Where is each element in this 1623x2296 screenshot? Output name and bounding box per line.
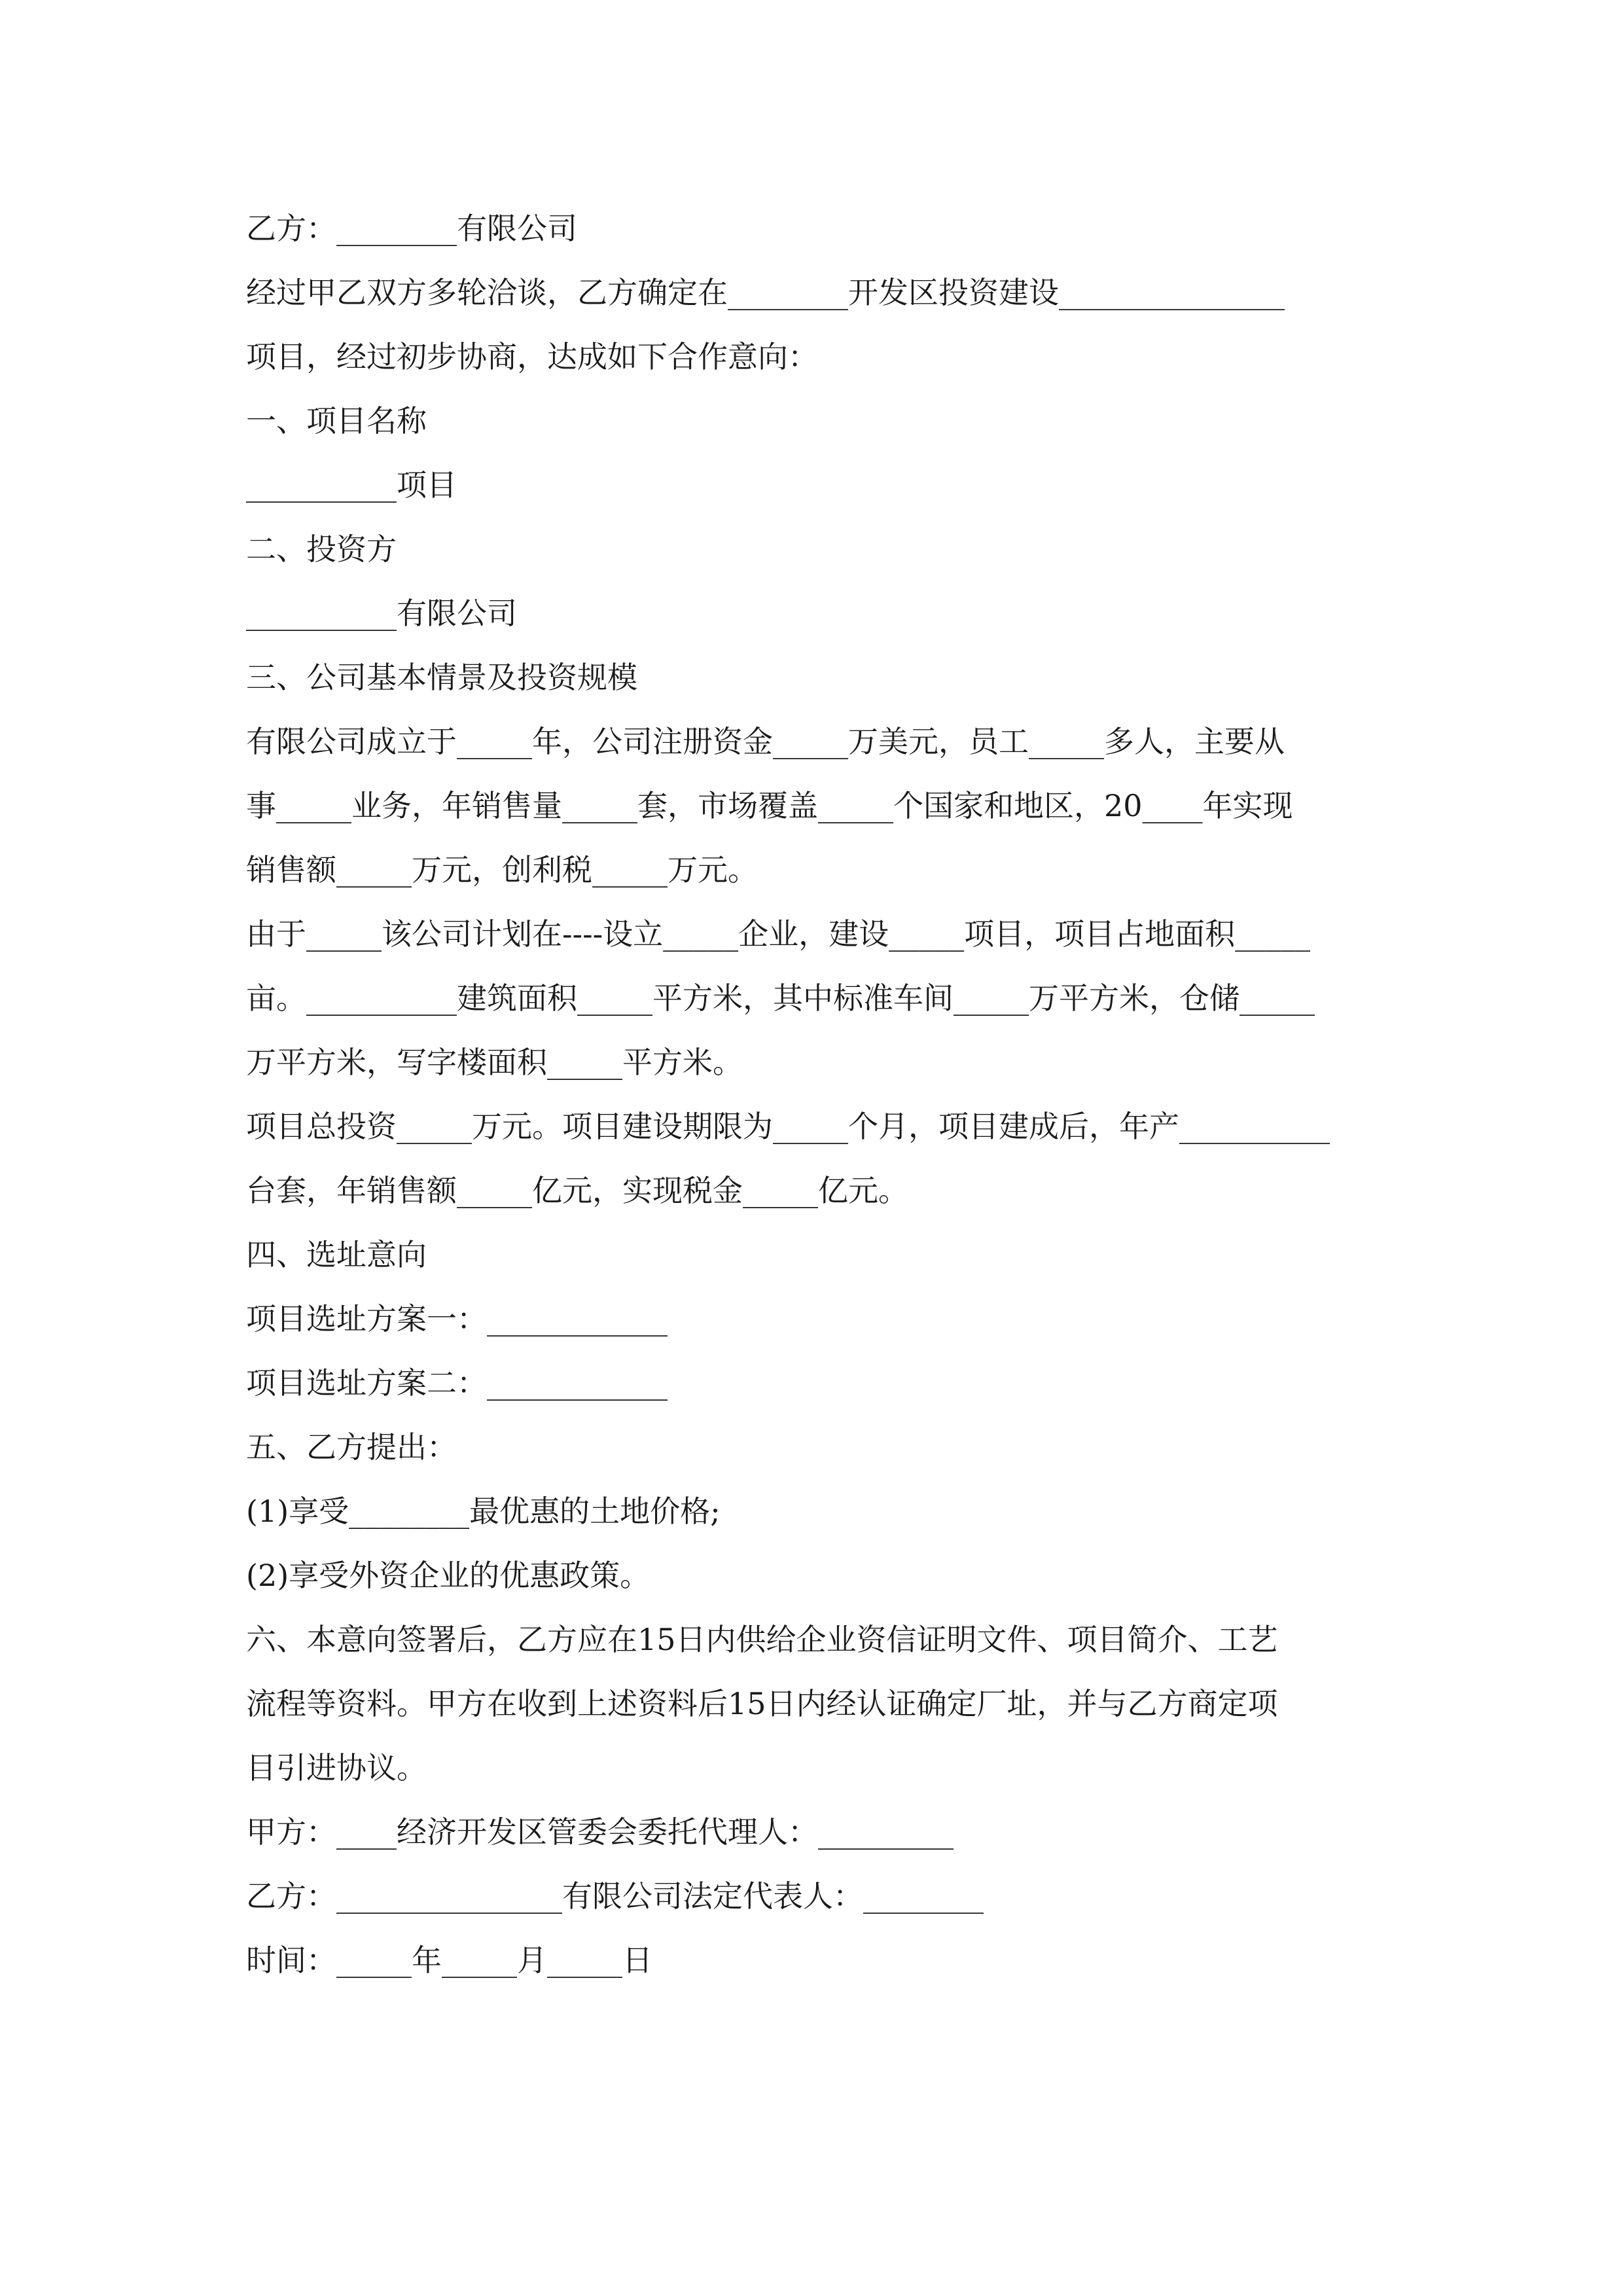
company-info-line-1: 有限公司成立于_____年，公司注册资金_____万美元，员工_____多人，主要从 <box>246 724 1285 759</box>
company-info-line-2: 事_____业务，年销售量_____套，市场覆盖_____个国家和地区，20____年实现 <box>246 788 1293 823</box>
investment-line-2: 台套，年销售额_____亿元，实现税金_____亿元。 <box>246 1173 908 1208</box>
request-item-1: (1)享受________最优惠的土地价格; <box>246 1494 721 1529</box>
signature-date: 时间：_____年_____月_____日 <box>246 1943 652 1978</box>
section-heading-company-info: 三、公司基本情景及投资规模 <box>246 660 637 695</box>
terms-line-3: 目引进协议。 <box>246 1750 427 1785</box>
signature-party-b: 乙方：_______________有限公司法定代表人：________ <box>246 1878 984 1914</box>
request-item-2: (2)享受外资企业的优惠政策。 <box>246 1558 651 1593</box>
terms-line-1: 六、本意向签署后，乙方应在15日内供给企业资信证明文件、项目简介、工艺 <box>246 1622 1278 1657</box>
intro-line-1: 经过甲乙双方多轮洽谈，乙方确定在________开发区投资建设_______________ <box>246 275 1285 310</box>
plan-line-3: 万平方米，写字楼面积_____平方米。 <box>246 1045 743 1080</box>
section-heading-investor: 二、投资方 <box>246 531 397 567</box>
section-heading-project-name: 一、项目名称 <box>246 403 427 439</box>
party-b-line: 乙方：________有限公司 <box>246 211 577 246</box>
terms-line-2: 流程等资料。甲方在收到上述资料后15日内经认证确定厂址，并与乙方商定项 <box>246 1686 1278 1721</box>
company-info-line-3: 销售额_____万元，创利税_____万元。 <box>246 852 758 888</box>
site-option-2: 项目选址方案二：____________ <box>246 1365 668 1401</box>
investment-line-1: 项目总投资_____万元。项目建设期限为_____个月，项目建成后，年产__________ <box>246 1109 1330 1144</box>
signature-party-a: 甲方：____经济开发区管委会委托代理人：_________ <box>246 1814 954 1850</box>
site-option-1: 项目选址方案一：____________ <box>246 1301 668 1336</box>
intro-line-2: 项目，经过初步协商，达成如下合作意向： <box>246 339 818 374</box>
plan-line-1: 由于_____该公司计划在----设立_____企业，建设_____项目，项目占地面积_____ <box>246 916 1311 952</box>
project-name-blank: __________项目 <box>246 467 457 503</box>
investor-blank: __________有限公司 <box>246 596 517 631</box>
plan-line-2: 亩。__________建筑面积_____平方米，其中标准车间_____万平方米，仓储_____ <box>246 980 1315 1016</box>
section-heading-site: 四、选址意向 <box>246 1237 427 1272</box>
section-heading-requests: 五、乙方提出： <box>246 1429 457 1465</box>
